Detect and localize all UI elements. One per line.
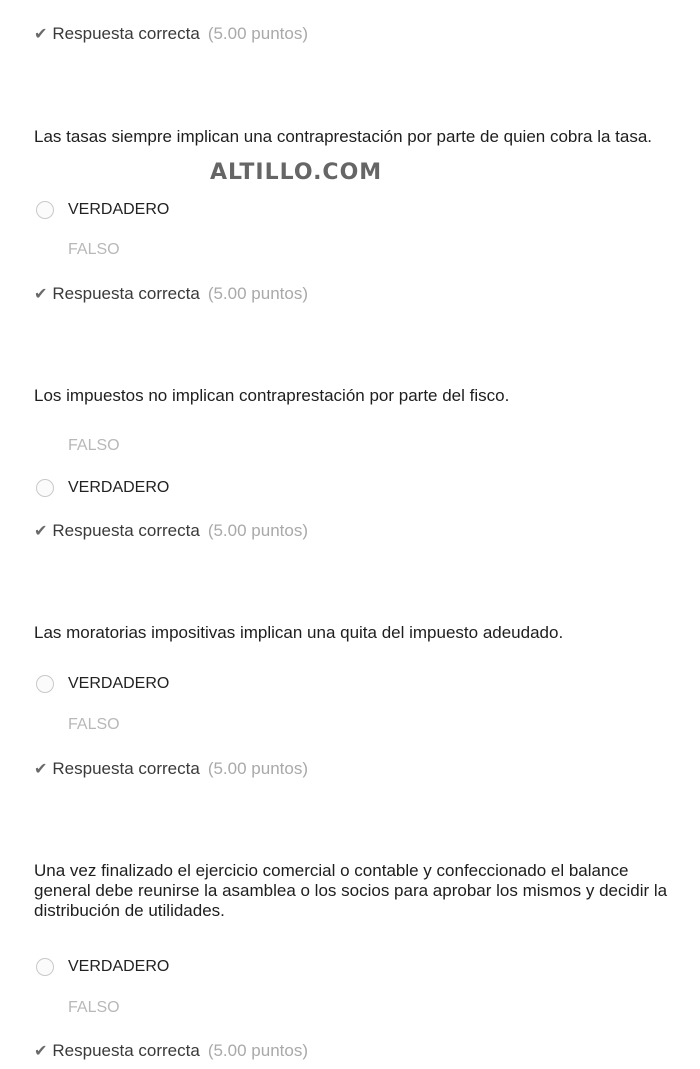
option-label: FALSO xyxy=(68,241,120,258)
feedback-correct xyxy=(34,24,308,45)
option-verdadero[interactable] xyxy=(36,199,169,221)
option-label: VERDADERO xyxy=(68,675,170,692)
question-text: Las moratorias impositivas implican una quita del impuesto adeudado. xyxy=(34,623,564,642)
feedback-label: Respuesta correcta xyxy=(52,24,200,43)
question-text: Los impuestos no implican contraprestación por parte del fisco. xyxy=(34,386,510,405)
option-falso[interactable] xyxy=(36,435,120,457)
option-falso[interactable] xyxy=(36,714,120,736)
question-text: Las tasas siempre implican una contraprestación por parte de quien cobra la tasa. xyxy=(34,127,653,146)
option-label: VERDADERO xyxy=(68,201,170,218)
radio-button[interactable] xyxy=(36,675,54,693)
feedback-correct xyxy=(34,1041,308,1062)
feedback-correct xyxy=(34,759,308,780)
option-label: FALSO xyxy=(68,437,120,454)
feedback-label: Respuesta correcta xyxy=(52,521,200,540)
feedback-points: (5.00 puntos) xyxy=(207,284,308,303)
feedback-correct xyxy=(34,521,308,542)
radio-button[interactable] xyxy=(36,958,54,976)
radio-spacer xyxy=(36,716,54,734)
feedback-points: (5.00 puntos) xyxy=(207,759,308,778)
option-falso[interactable] xyxy=(36,239,120,261)
check-icon: ✔ xyxy=(34,523,48,540)
radio-spacer xyxy=(36,241,54,259)
option-label: VERDADERO xyxy=(68,958,170,975)
check-icon: ✔ xyxy=(34,286,48,303)
feedback-correct xyxy=(34,284,308,305)
radio-spacer xyxy=(36,437,54,455)
option-label: FALSO xyxy=(68,716,120,733)
check-icon: ✔ xyxy=(34,761,48,778)
option-verdadero[interactable] xyxy=(36,477,169,499)
radio-spacer xyxy=(36,999,54,1017)
feedback-label: Respuesta correcta xyxy=(52,1041,200,1060)
feedback-points: (5.00 puntos) xyxy=(207,521,308,540)
watermark: ALTILLO.COM xyxy=(210,160,383,185)
check-icon: ✔ xyxy=(34,1043,48,1060)
option-falso[interactable] xyxy=(36,997,120,1019)
option-verdadero[interactable] xyxy=(36,956,169,978)
feedback-label: Respuesta correcta xyxy=(52,284,200,303)
radio-button[interactable] xyxy=(36,479,54,497)
feedback-points: (5.00 puntos) xyxy=(207,1041,308,1060)
check-icon: ✔ xyxy=(34,26,48,43)
option-verdadero[interactable] xyxy=(36,673,169,695)
radio-button[interactable] xyxy=(36,201,54,219)
option-label: VERDADERO xyxy=(68,479,170,496)
feedback-points: (5.00 puntos) xyxy=(207,24,308,43)
option-label: FALSO xyxy=(68,999,120,1016)
question-text: Una vez finalizado el ejercicio comercial o contable y confeccionado el balance general debe reunirse la asamblea o los socios para aprobar los mismos y decidir la distribución de utilidades. xyxy=(34,861,668,920)
feedback-label: Respuesta correcta xyxy=(52,759,200,778)
